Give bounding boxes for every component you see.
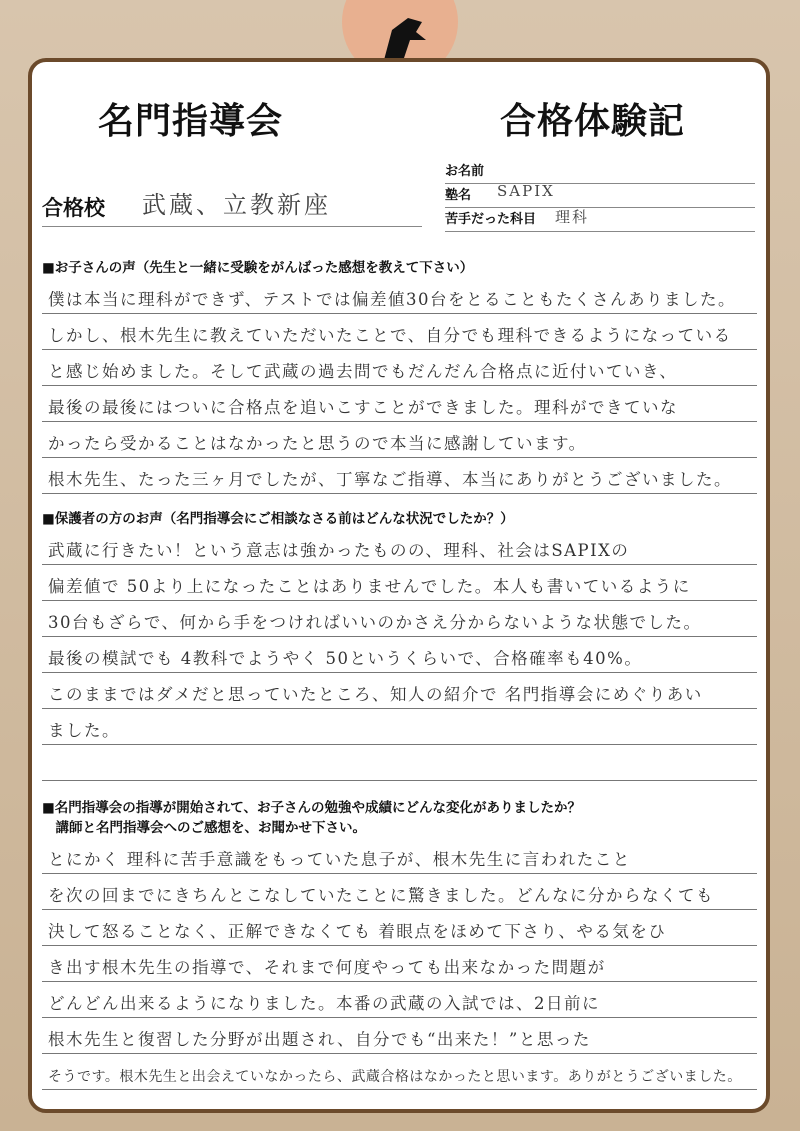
handwritten-line [42, 637, 757, 673]
handwritten-text: と感じ始めました。そして武蔵の過去問でもだんだん合格点に近付いていき、 [48, 362, 678, 381]
handwritten-text: 決して怒ることなく、正解できなくても 着眼点をほめて下さり、やる気をひ [48, 922, 667, 941]
passed-school [42, 186, 422, 227]
subject-value: 理科 [555, 208, 590, 226]
handwritten-text: 根木先生と復習した分野が出題され、自分でも“出来た！”と思った [48, 1030, 591, 1049]
handwritten-text: き出す根木先生の指導で、それまで何度やっても出来なかった問題が [48, 958, 606, 977]
handwritten-line [42, 601, 757, 637]
handwritten-text: 最後の最後にはついに合格点を追いこすことができました。理科ができていな [48, 398, 678, 417]
parent-voice-lines [42, 529, 757, 781]
handwritten-line [42, 278, 757, 314]
handwritten-line [42, 565, 757, 601]
change-voice-lines [42, 838, 757, 1090]
handwritten-text: 武蔵に行きたい！という意志は強かったものの、理科、社会はSAPIXの [48, 541, 630, 560]
subject-row [445, 208, 755, 232]
school-value: 武蔵、立教新座 [142, 191, 331, 219]
handwritten-line [42, 458, 757, 494]
handwritten-text: を次の回までにきちんとこなしていたことに驚きました。どんなに分からなくても [48, 886, 714, 905]
child-voice-heading: ■お子さんの声（先生と一緒に受験をがんばった感想を教えて下さい） [42, 260, 474, 276]
handwritten-text: 根木先生、たった三ヶ月でしたが、丁寧なご指導、本当にありがとうございました。 [48, 470, 732, 489]
juku-value: SAPIX [497, 182, 555, 200]
handwritten-line [42, 745, 757, 781]
student-info [445, 160, 755, 232]
handwritten-text: とにかく 理科に苦手意識をもっていた息子が、根木先生に言われたこと [48, 850, 631, 869]
handwritten-text: 最後の模試でも 4教科でようやく 50というくらいで、合格確率も40%。 [48, 649, 643, 668]
handwritten-line [42, 314, 757, 350]
handwritten-text: 30台もざらで、何から手をつければいいのかさえ分からないような状態でした。 [48, 613, 702, 632]
name-label: お名前 [445, 164, 485, 179]
child-voice-lines [42, 278, 757, 494]
change-voice-heading-1: ■名門指導会の指導が開始されて、お子さんの勉強や成績にどんな変化がありましたか？ [42, 800, 581, 816]
handwritten-text: ました。 [48, 721, 120, 740]
handwritten-text: 僕は本当に理科ができず、テストでは偏差値30台をとることもたくさんありました。 [48, 290, 737, 309]
school-label: 合格校 [42, 196, 105, 220]
page-title-left: 名門指導会 [98, 101, 284, 142]
handwritten-line [42, 982, 757, 1018]
handwritten-line [42, 422, 757, 458]
handwritten-line [42, 529, 757, 565]
handwritten-line [42, 874, 757, 910]
handwritten-line [42, 350, 757, 386]
subject-label: 苦手だった科目 [445, 212, 537, 227]
handwritten-line [42, 709, 757, 745]
juku-row [445, 184, 755, 208]
handwritten-line [42, 910, 757, 946]
change-voice-section [42, 798, 757, 1090]
handwritten-text: しかし、根木先生に教えていただいたことで、自分でも理科できるようになっている [48, 326, 732, 345]
handwritten-line [42, 946, 757, 982]
juku-label: 塾名 [445, 188, 472, 203]
handwritten-line [42, 386, 757, 422]
handwritten-text: このままではダメだと思っていたところ、知人の紹介で 名門指導会にめぐりあい [48, 685, 703, 704]
handwritten-text: かったら受かることはなかったと思うので本当に感謝しています。 [48, 434, 587, 453]
parent-voice-heading: ■保護者の方のお声（名門指導会にご相談なさる前はどんな状況でしたか？） [42, 511, 514, 527]
handwritten-text: どんどん出来るようになりました。本番の武蔵の入試では、2日前に [48, 994, 600, 1013]
parent-voice-section [42, 509, 757, 781]
handwritten-text: そうです。根木先生と出会えていなかったら、武蔵合格はなかったと思います。ありがとうございました。 [48, 1069, 742, 1085]
name-row [445, 160, 755, 184]
handwritten-line [42, 1054, 757, 1090]
handwritten-line [42, 838, 757, 874]
handwritten-text: 偏差値で 50より上になったことはありませんでした。本人も書いているように [48, 577, 691, 596]
child-voice-section [42, 258, 757, 494]
page-title-right: 合格体験記 [500, 101, 686, 142]
change-voice-heading-2: 講師と名門指導会へのご感想を、お聞かせ下さい。 [42, 820, 366, 836]
handwritten-line [42, 1018, 757, 1054]
handwritten-line [42, 673, 757, 709]
